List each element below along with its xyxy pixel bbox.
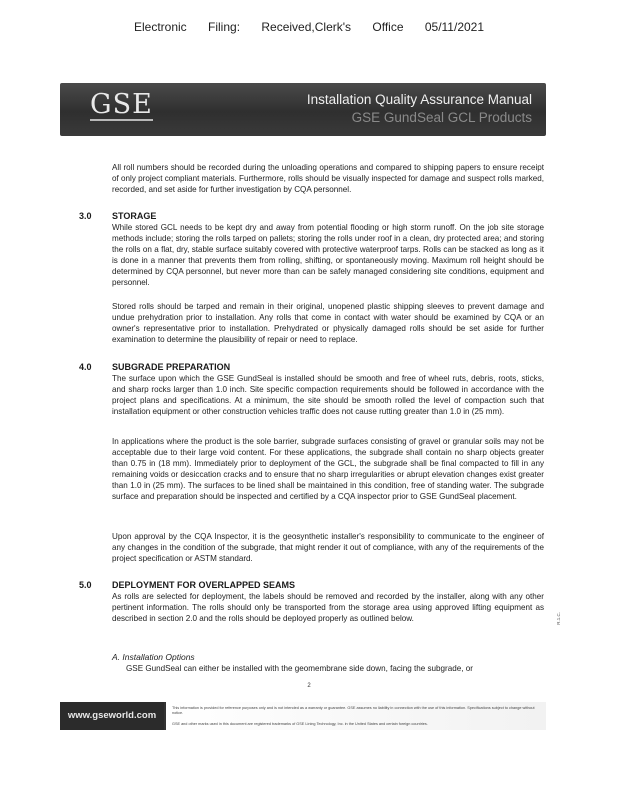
- section-3-text-1: While stored GCL needs to be kept dry and away from potential flooding or high storm runoff. On the job site storage methods include; storing the rolls tarped on pallets; storing the rolls under roof in a clean, dry protected area; and storing the rolls on a flat, dry, stable surface suitably covered with protective waterproof tarps. Rolls can be stacked as long as it is done in a manner that prevents them from rolling, shifting, or spontaneously moving. Maximum roll height should be determined by CQA personnel, but never more than can be safely managed considering site conditions, equipment and personnel.: [112, 223, 544, 287]
- section-5-paragraph-1: [112, 591, 544, 624]
- banner-title-block: [307, 92, 532, 125]
- filing-received: Received,Clerk's: [261, 20, 352, 34]
- footer-trademark: GSE and other marks used in this document are registered trademarks of GSE Lining Technology, Inc. in the United States and certain foreign countries.: [172, 722, 428, 726]
- intro-text: All roll numbers should be recorded during the unloading operations and compared to shipping papers to ensure receipt of only project compliant materials. Furthermore, rolls should be visually inspected for damage and suspect rolls marked, recorded, and set aside for further investigation by CQA personnel.: [112, 163, 544, 194]
- footer-url-link[interactable]: www.gseworld.com: [60, 702, 164, 730]
- filing-header: [0, 20, 618, 34]
- filing-label: Filing:: [208, 20, 241, 34]
- section-4-title: SUBGRADE PREPARATION: [112, 362, 231, 372]
- subsection-label: A. Installation Options: [112, 652, 195, 662]
- section-3-title: STORAGE: [112, 211, 157, 221]
- header-banner: [60, 83, 546, 136]
- section-3-paragraph-2: [112, 301, 544, 345]
- section-5-title: DEPLOYMENT FOR OVERLAPPED SEAMS: [112, 580, 296, 590]
- filing-electronic: Electronic: [133, 20, 187, 34]
- filing-office: Office: [372, 20, 404, 34]
- section-5-text-1: As rolls are selected for deployment, the labels should be removed and recorded by the installer, along with any other pertinent information. The rolls should only be transported from the storage area using approved lifting equipment as described in section 2.0 and the rolls should be deployed properly as outlined below.: [112, 592, 544, 623]
- manual-title: Installation Quality Assurance Manual: [306, 92, 532, 107]
- section-4-paragraph-3: [112, 531, 544, 564]
- side-margin-text: R.1.C.: [556, 612, 561, 625]
- section-4-paragraph-1: [112, 373, 544, 417]
- section-4-number: 4.0: [79, 362, 92, 372]
- section-5-number: 5.0: [79, 580, 92, 590]
- subsection-text: GSE GundSeal can either be installed with the geomembrane side down, facing the subgrade, or: [126, 664, 473, 673]
- section-4-paragraph-2: [112, 436, 544, 502]
- manual-subtitle: GSE GundSeal GCL Products: [351, 110, 532, 125]
- section-3-paragraph-1: [112, 222, 544, 288]
- section-4-text-3: Upon approval by the CQA Inspector, it is the geosynthetic installer's responsibility to communicate to the engineer of any changes in the condition of the subgrade, that might render it out of compliance, with any of the requirements of the project specification or ASTM standard.: [112, 532, 544, 563]
- filing-date: 05/11/2021: [424, 20, 485, 34]
- section-3-text-2: Stored rolls should be tarped and remain in their original, unopened plastic shipping sleeves to prevent damage and undue prehydration prior to installation. Any rolls that come in contact with water should be examined by CQA or an owner's representative prior to installation. Prehydrated or physically damaged rolls should be set aside for further examination to determine the plausibility of repair or need to replace.: [112, 302, 544, 344]
- section-4-text-2: In applications where the product is the sole barrier, subgrade surfaces consisting of gravel or granular soils may not be acceptable due to their large void content. For these applications, the subgrade shall contain no sharp objects greater than 0.75 in (18 mm). Immediately prior to deployment of the GCL, the subgrade shall be final compacted to fill in any remaining voids or desiccation cracks and to ensure that no sharp irregularities or abrupt elevation changes exist greater than 1.0 in (25 mm). The surfaces to be lined shall be maintained in this condition, free of standing water. The subgrade surface and preparation should be inspected and certified by a CQA inspector prior to GSE GundSeal placement.: [112, 437, 544, 501]
- intro-paragraph: [112, 162, 544, 195]
- gse-logo: GSE: [90, 89, 153, 120]
- section-4-text-1: The surface upon which the GSE GundSeal is installed should be smooth and free of wheel ruts, debris, roots, sticks, and sharp rocks larger than 1.0 inch. Site specific compaction requirements should be followed in accordance with the project plans and specifications. At a minimum, the site should be smooth rolled the level of compaction such that installation equipment or other construction vehicles traffic does not cause rutting greater than 1.0 in (25 mm).: [112, 374, 544, 416]
- footer-disclaimer-box: [166, 702, 546, 730]
- footer-disclaimer: This information is provided for reference purposes only and is not intended as a warranty or guarantee. GSE assumes no liability in connection with the use of this information. Specifications subject to change without notice.: [172, 706, 535, 715]
- page-number: 2: [307, 683, 311, 689]
- section-3-number: 3.0: [79, 211, 92, 221]
